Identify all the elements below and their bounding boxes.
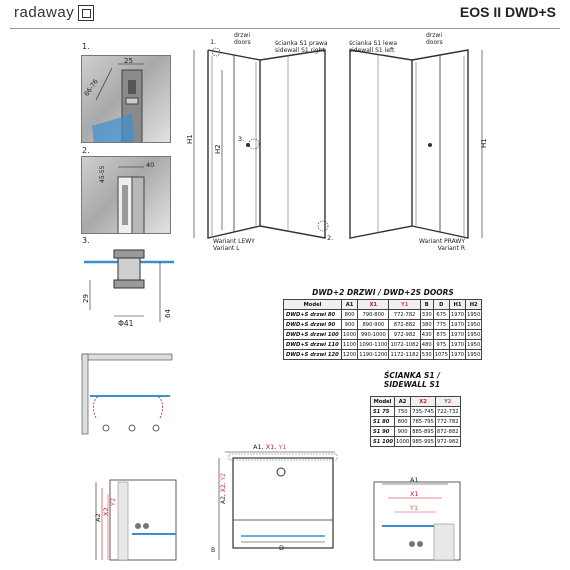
doors-col-h2: H2 [466,300,482,310]
sidewall-table-row [371,437,461,447]
right-doors-label-pl: drzwi [426,32,442,39]
plan-dim-b: B [211,547,216,554]
right-variant-label-en: Variant R [437,244,466,252]
left-variant-label-en: Variant L [213,244,240,252]
sidewall-table-cell: S1 90 [371,427,395,437]
doors-table-cell: 1970 [450,351,465,358]
bottom-left-dim-a2: A2 [94,513,102,522]
doors-col-y1: Y1 [389,300,420,310]
left-mark-2: 2. [327,234,334,242]
sidewall-col-a2: A2 [395,397,411,407]
sidewall-table-cell: 772-782 [436,418,459,425]
sidewall-table-cell: 985-995 [412,438,434,445]
right-sidewall-label-pl: ścianka S1 lewa [349,40,397,47]
doors-table-cell: 772-782 [389,310,420,320]
plan-dim-side: A2, X2, Y2 [220,473,227,504]
detail-1-drawing [82,56,171,143]
doors-table-cell: 430 [421,331,432,338]
doors-table-row [284,350,482,360]
sidewall-table-row [371,427,461,437]
doors-table-cell: 990-1000 [358,330,389,340]
doors-table-cell: 1000 [343,331,357,338]
bottom-right-dim-x1: X1 [410,490,419,498]
brand-logo [14,4,94,21]
step-1-number: 1. [82,42,90,51]
doors-table-cell: 1100 [343,341,357,348]
sidewall-table-title-l2: SIDEWALL S1 [383,380,441,389]
doors-table-cell: 1200 [343,351,357,358]
doors-table-cell: DWD+S drzwi 110 [284,340,342,350]
left-doors-label-en: doors [234,38,251,46]
doors-col-x1: X1 [358,300,389,310]
doors-table-header-row [284,300,482,310]
bottom-right-dim-y1: Y1 [410,504,419,512]
doors-table-cell: 800 [342,310,358,320]
bottom-left-dim-y2: Y2 [109,497,117,506]
product-title: EOS II DWD+S [459,4,556,20]
left-dim-h2: H2 [214,144,222,154]
doors-table-row [284,340,482,350]
plan-dim-top: A1, X1, Y1 [253,443,287,451]
sidewall-table-cell: 900 [395,427,411,437]
doors-table-cell: 875 [433,330,449,340]
step-2-number: 2. [82,146,90,155]
doors-table-cell: 972-982 [389,330,420,340]
detail-2-photo [81,156,171,234]
bottom-right-detail [368,474,468,564]
sidewall-table-cell: S1 75 [371,407,395,417]
step-3-number: 3. [82,236,90,245]
sidewall-table-cell: 785-795 [412,418,434,425]
doors-col-d: D [433,300,449,310]
detail-2-drawing [82,157,171,234]
doors-table-cell: 1950 [467,351,481,358]
doors-col-b: B [420,300,433,310]
right-dim-h1: H1 [480,138,488,148]
detail-3-dim-h: 29 [82,294,90,303]
doors-table-cell: 872-882 [389,320,420,330]
bottom-left-dim-x2: X2 [102,507,110,516]
bottom-left-detail [88,474,184,564]
doors-table-cell: DWD+S drzwi 100 [284,330,342,340]
doors-table-title: DWD+2 DRZWI / DWD+2S DOORS [312,288,454,297]
doors-table-cell: 1950 [467,321,481,328]
doors-table-cell: 1090-1100 [359,341,388,348]
doors-table-cell: 1950 [467,311,481,318]
doors-col-a1: A1 [342,300,358,310]
doors-table-cell: 900 [342,320,358,330]
doors-table-cell: 1970 [450,311,465,318]
doors-table-cell: DWD+S drzwi 120 [284,350,342,360]
doors-table-cell: 1970 [450,331,465,338]
doors-table-cell: DWD+S drzwi 80 [284,310,342,320]
right-doors-label-en: doors [426,38,443,46]
sidewall-table-row [371,417,461,427]
header-divider [10,28,560,29]
right-variant-label-pl: Wariant PRAWY [419,238,466,245]
sidewall-table-cell: 750 [395,407,411,417]
sidewall-table-title [352,371,472,389]
right-sidewall-label [349,41,397,55]
sidewall-table-cell: 722-732 [436,408,459,415]
plan-view-drawing [205,440,355,565]
sidewall-table-title-l1: ŚCIANKA S1 / [384,371,440,380]
doors-table-cell: 1950 [467,331,481,338]
left-sidewall-label-pl: ścianka S1 prawa [275,40,328,47]
left-sidewall-label-en: sidewall S1 right [275,46,325,54]
doors-table-cell: 1075 [434,351,448,358]
doors-table-cell: DWD+S drzwi 90 [284,320,342,330]
left-dim-h1: H1 [186,134,194,144]
sidewall-table-header-row [371,397,461,407]
plan-dim-d: D [279,544,285,552]
sidewall-table-cell: 1000 [396,438,410,445]
left-variant-label-pl: Wariant LEWY [213,238,255,245]
right-sidewall-label-en: sidewall S1 left [349,46,395,54]
left-sidewall-label [275,41,328,55]
bottom-right-dim-a1: A1 [410,476,419,484]
sidewall-table-cell: 972-982 [436,438,459,445]
doors-table-cell: 890-900 [358,320,389,330]
sidewall-table-cell: S1 80 [371,417,395,427]
left-doors-label [234,33,251,47]
doors-table-cell: 1172-1182 [390,351,419,358]
doors-table-cell: 1190-1200 [359,351,388,358]
detail-1-photo [81,55,171,143]
right-variant-label [419,239,465,253]
doors-table-cell: 775 [433,320,449,330]
doors-table-cell: 790-800 [358,310,389,320]
sidewall-table-cell: 735-745 [412,408,434,415]
sidewall-col-model: Model [371,397,395,407]
sidewall-table-cell: S1 100 [371,437,395,447]
sidewall-table-cell: 800 [395,417,411,427]
installation-sketch [76,348,176,440]
brand-mark-icon [78,5,94,21]
left-elevation-drawing [180,30,350,260]
doors-table-row [284,330,482,340]
right-elevation-drawing [340,30,510,260]
detail-1-dim-side: 66-76 [82,77,100,98]
left-mark-3: 3. [238,135,245,143]
doors-table-cell: 1072-1082 [390,341,419,348]
doors-table-cell: 975 [433,340,449,350]
sidewall-table-cell: 885-895 [412,428,434,435]
sidewall-col-x2: X2 [411,397,436,407]
doors-table-cell: 1970 [450,321,465,328]
doors-table-cell: 480 [421,341,432,348]
detail-3-dim-r: 64 [164,309,172,318]
sidewall-table [370,396,461,447]
doors-table-row [284,320,482,330]
sidewall-table-cell: 872-882 [436,428,459,435]
left-variant-label [213,239,255,253]
right-doors-label [426,33,443,47]
doors-col-model: Model [284,300,342,310]
doors-table-cell: 380 [421,321,432,328]
detail-2-dim-a: 45-55 [99,165,106,183]
doors-col-h1: H1 [449,300,465,310]
doors-table-cell: 530 [421,351,432,358]
sidewall-table-row [371,407,461,417]
doors-table-cell: 330 [421,311,432,318]
sidewall-col-y2: Y2 [435,397,460,407]
detail-3-dim-d: Φ41 [118,319,134,328]
doors-table-cell: 675 [433,310,449,320]
left-doors-label-pl: drzwi [234,32,250,39]
brand-name: radaway [14,4,75,21]
doors-table-cell: 1970 [450,341,465,348]
doors-table [283,299,482,360]
left-mark-1: 1. [210,38,217,46]
doors-table-cell: 1950 [467,341,481,348]
detail-1-dim-top: 25 [124,57,133,65]
detail-3-drawing [78,244,178,328]
detail-2-dim-b: 40 [146,161,155,169]
doors-table-row [284,310,482,320]
